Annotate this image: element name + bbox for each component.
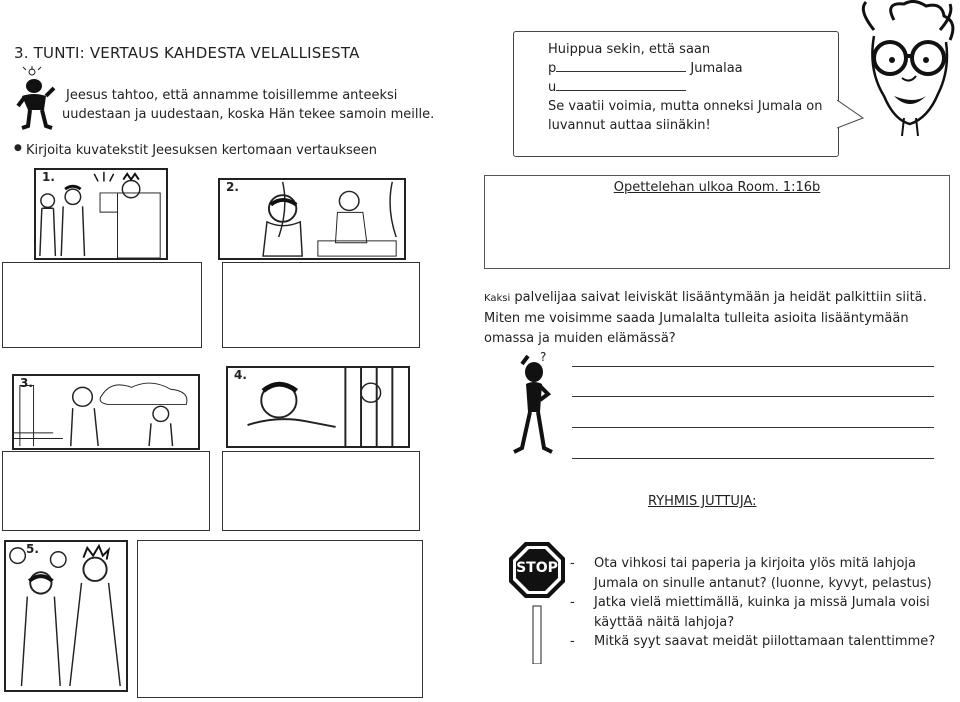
panel-number: 4. <box>234 368 247 382</box>
question-line-3: omassa ja muiden elämässä? <box>484 331 676 346</box>
intro-text <box>62 86 436 124</box>
memorize-verse: Opettelehan ulkoa Room. 1:16b <box>613 180 821 195</box>
caption-box-3[interactable] <box>2 451 210 531</box>
group-task-item: - Ota vihkosi tai paperia ja kirjoita ylös mitä lahjoja Jumala on sinulle antanut? (luonne, kyvyt, pelastus) <box>570 554 956 593</box>
speech-line-2: p Jumalaa <box>548 61 743 76</box>
comic-panel-2 <box>218 178 406 260</box>
speech-bubble <box>513 31 839 157</box>
instruction-label: Kirjoita kuvatekstit Jeesuksen kertomaan vertaukseen <box>26 143 378 158</box>
comic-panel-4 <box>226 366 410 448</box>
group-task-list <box>570 554 956 652</box>
caption-box-4[interactable] <box>222 451 420 531</box>
bullet-icon: ● <box>14 143 22 153</box>
speech-line-5: luvannut auttaa siinäkin! <box>548 118 711 133</box>
page-title: 3. TUNTI: VERTAUS KAHDESTA VELALLISESTA <box>14 44 360 62</box>
panel-number: 1. <box>42 170 55 184</box>
group-title: RYHMIS JUTTUJA: <box>648 494 757 509</box>
intro-line-2: uudestaan ja uudestaan, koska Hän tekee samoin meille. <box>62 107 435 122</box>
panel-number: 2. <box>226 180 239 194</box>
question-line-2: Miten me voisimme saada Jumalalta tulleita asioita lisääntymään <box>484 311 909 326</box>
stop-sign-icon <box>507 540 567 664</box>
speech-line-1: Huippua sekin, että saan <box>548 42 711 57</box>
answer-line-4[interactable] <box>572 458 934 459</box>
question-line-1: Kaksi palvelijaa saivat leiviskät lisääntymään ja heidät palkittiin siitä. <box>484 290 927 305</box>
idea-figure-icon <box>16 66 60 134</box>
group-task-item: - Jatka vielä miettimällä, kuinka ja missä Jumala voisi käyttää näitä lahjoja? <box>570 593 956 632</box>
intro-line-1: Jeesus tahtoo, että annamme toisillemme anteeksi <box>66 88 398 103</box>
stop-sign-text: STOP <box>516 560 558 576</box>
speech-line-4: Se vaatii voimia, mutta onneksi Jumala on <box>548 99 823 114</box>
group-task-item: - Mitkä syyt saavat meidät piilottamaan talenttimme? <box>570 632 956 652</box>
panel-number: 5. <box>26 542 39 556</box>
speech-line-3: u <box>548 78 828 97</box>
comic-panel-3 <box>12 374 200 450</box>
comic-panel-5 <box>4 540 128 692</box>
memorize-box[interactable] <box>484 175 950 269</box>
thinking-figure-icon <box>510 352 562 458</box>
caption-box-5[interactable] <box>137 540 423 698</box>
answer-line-1[interactable] <box>572 366 934 367</box>
caption-box-2[interactable] <box>222 262 420 348</box>
answer-line-2[interactable] <box>572 396 934 397</box>
glasses-face-icon <box>854 0 960 140</box>
instruction-text <box>14 143 377 158</box>
comic-panel-1 <box>34 168 168 260</box>
question-text <box>484 288 954 349</box>
question-mark: ? <box>540 350 547 364</box>
panel-number: 3. <box>20 376 33 390</box>
caption-box-1[interactable] <box>2 262 202 348</box>
answer-line-3[interactable] <box>572 427 934 428</box>
